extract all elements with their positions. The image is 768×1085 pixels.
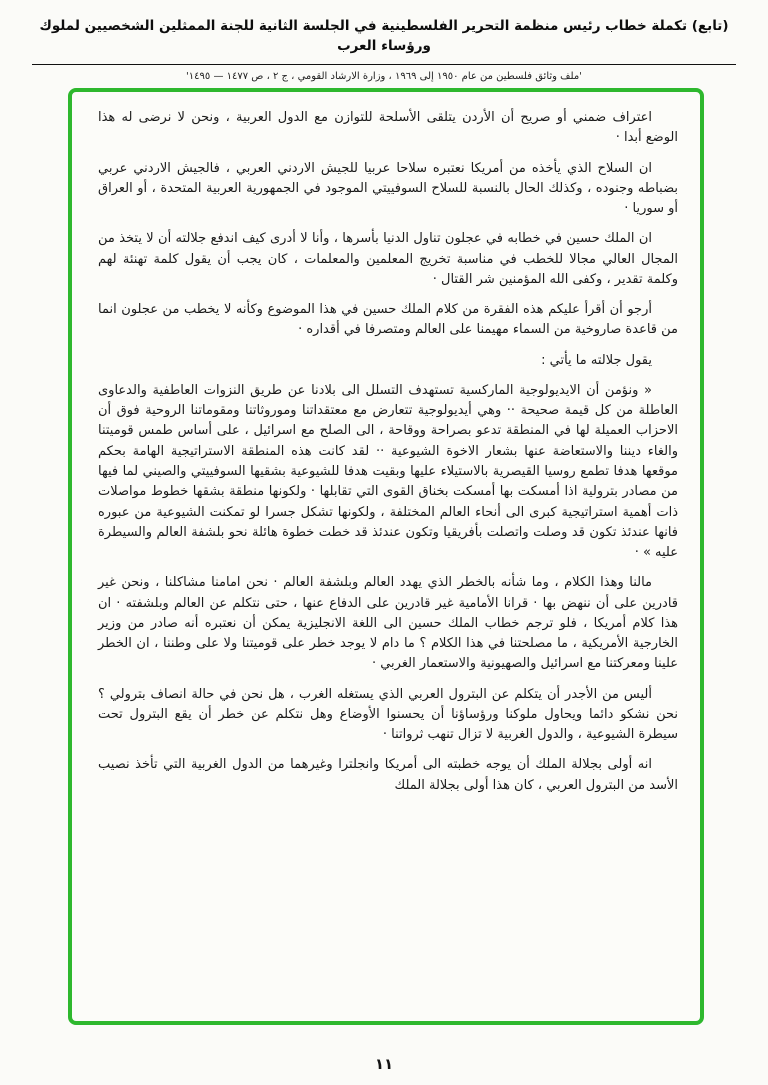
paragraph-8: أليس من الأجدر أن يتكلم عن البترول العربي الذي يستغله الغرب ، هل نحن في حالة انصاف بترولي ؟ نحن نشكو دائما ويحاول ملوكنا ورؤساؤنا أن يحسنوا الأوضاع وهل نتكلم عن خطر أن يقع البترول تحت سيطرة الشيوعية ، والدول الغربية لا تزال تنهب ثرواتنا · [98,686,678,743]
document-header [0,0,768,82]
paragraph-6-quote: « ونؤمن أن الايديولوجية الماركسية تستهدف التسلل الى بلادنا عن طريق النزوات العاطفية والدعاوى العاطلة من كل قيمة صحيحة ·· وهي أيديولوجية تتعارض مع معتقداتنا وموروثاتنا ومقوماتنا الروحية فوق أن الاحزاب العميلة لها في المنطقة تدعو بصراحة ووقاحة ، الى الصلح مع اسرائيل ، على أساس طمس قوميتنا والغاء ديننا والاستعاضة عنها بشعار الاخوة الشيوعية ·· لقد كانت هذه المنطقة الاستراتيجية الهامة بحكم موقعها هدفا تطمع روسيا القيصرية بالاستيلاء عليها وبقيت هدفا للشيوعية بشقيها السوفييتي والصيني لما فيها من مصادر بترولية اذا أمسكت بها أمسكت بخناق القوى التي تقابلها · ولكونها منطقة بشقها خطوط مواصلات ذات أهمية استراتيجية كبرى الى أنحاء العالم المختلفة ، ولكونها تشكل جسرا لو تمكنت الشيوعية من عبوره فانها عندئذ تكون قد وصلت واتصلت بأفريقيا وتكون عندئذ قد خطت خطوة هائلة نحو بلشفة العالم والسيطرة عليه » · [98,382,678,561]
paragraph-7: مالنا وهذا الكلام ، وما شأنه بالخطر الذي يهدد العالم وبلشفة العالم · نحن امامنا مشاكلنا ، ونحن غير قادرين على أن ننهض بها · قرانا الأمامية غير قادرين على الدفاع عنها ، حتى نتكلم عن العالم وبلشفته · ان هذا كلام أمريكا ، فلو ترجم خطاب الملك حسين الى اللغة الانجليزية يمكن أن نعتبره أنه صادر من وزير الخارجية الأمريكية ، ما مصلحتنا في هذا الكلام ؟ ما دام لا يوجد خطر على قوميتنا ولا على وطننا ، ان الخطر علينا ومعركتنا مع اسرائيل والصهيونية والاستعمار الغربي · [98,575,678,672]
paragraph-9: انه أولى بجلالة الملك أن يوجه خطبته الى أمريكا وانجلترا وغيرهما من الدول الغربية التي تأخذ نصيب الأسد من البترول العربي ، كان هذا أولى بجلالة الملك [98,757,678,793]
paragraph-1: اعتراف ضمني أو صريح أن الأردن يتلقى الأسلحة للتوازن مع الدول العربية ، ونحن لا نرضى له هذا الوضع أبدا · [98,110,678,146]
paragraph-5: يقول جلالته ما يأتي : [541,352,652,368]
green-border-text-frame [68,88,704,1025]
document-title: (تابع) تكملة خطاب رئيس منظمة التحرير الفلسطينية في الجلسة الثانية للجنة الممثلين الشخصيين لملوك ورؤساء العرب [32,16,736,65]
document-subtitle: 'ملف وثائق فلسطين من عام ١٩٥٠ إلى ١٩٦٩ ، وزارة الارشاد القومي ، ج ٢ ، ص ١٤٧٧ — ١٤٩٥' [186,70,582,82]
paragraph-2: ان السلاح الذي يأخذه من أمريكا نعتبره سلاحا عربيا للجيش الاردني العربي ، فالجيش الاردني عربي بضباطه وجنوده ، وكذلك الحال بالنسبة للسلاح السوفييتي الموجود في الجمهورية العربية المتحدة ، أو العراق أو سوريا · [98,160,678,217]
paragraph-3: ان الملك حسين في خطابه في عجلون تناول الدنيا بأسرها ، وأنا لا أدرى كيف اندفع جلالته أن لا يتخذ من المجال العالي مجالا للخطب في مناسبة تخريج المعلمين والمعلمات ، كان يجب أن يقول كلمة تهنئة لهم وكلمة تقدير ، وكفى الله المؤمنين شر القتال · [98,231,678,287]
paragraph-4: أرجو أن أقرأ عليكم هذه الفقرة من كلام الملك حسين في هذا الموضوع وكأنه لا يخطب من عجلون انما من قاعدة صاروخية من السماء مهيمنا على العالم ومتصرفا في أقداره · [98,302,678,338]
page-number: ١١ [374,1055,394,1073]
